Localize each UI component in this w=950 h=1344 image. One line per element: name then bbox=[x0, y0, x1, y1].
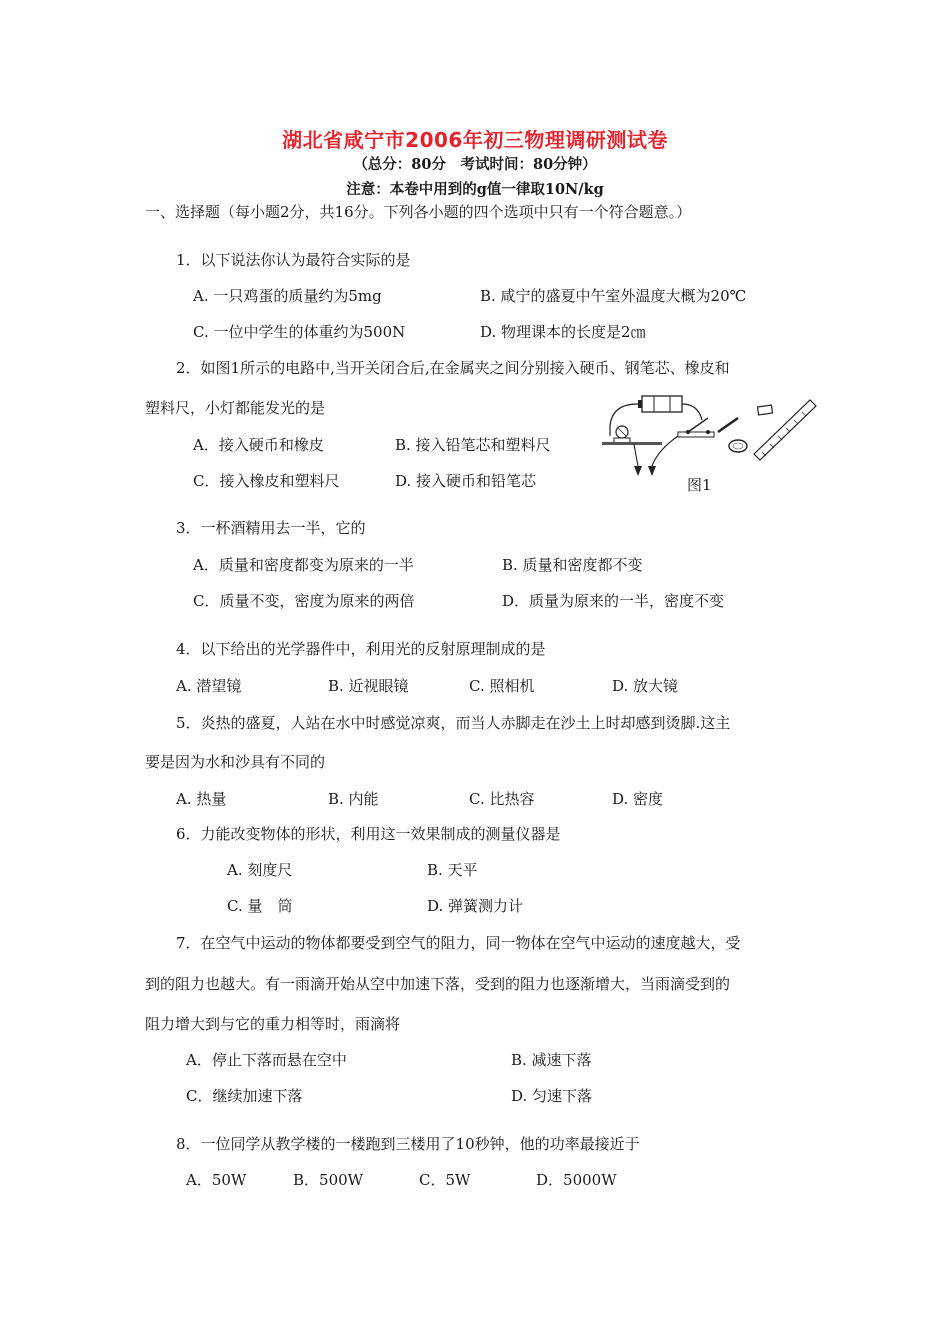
question-3-option-a: A．质量和密度都变为原来的一半 bbox=[193, 556, 414, 574]
question-7-stem-cont-1: 到的阻力也越大。有一雨滴开始从空中加速下落，受到的阻力也逐渐增大，当雨滴受到的 bbox=[145, 975, 731, 993]
question-6-option-c: C. 量 筒 bbox=[227, 897, 293, 915]
question-2-stem: 2．如图1所示的电路中,当开关闭合后,在金属夹之间分别接入硬币、钢笔芯、橡皮和 bbox=[176, 359, 730, 377]
section-heading: 一、选择题（每小题2分，共16分。下列各小题的四个选项中只有一个符合题意。） bbox=[145, 203, 692, 221]
question-7-option-d: D. 匀速下落 bbox=[511, 1087, 593, 1105]
question-6-option-a: A. 刻度尺 bbox=[227, 861, 293, 879]
question-1-option-c: C. 一位中学生的体重约为500N bbox=[193, 323, 406, 341]
question-5-option-b: B. 内能 bbox=[328, 790, 379, 808]
ruler-icon bbox=[754, 400, 816, 460]
figure-1-label: 图1 bbox=[687, 476, 712, 494]
coin-icon bbox=[729, 440, 747, 452]
question-7-option-b: B. 减速下落 bbox=[511, 1051, 592, 1069]
question-8-option-c: C．5W bbox=[419, 1171, 471, 1189]
lamp-icon bbox=[614, 426, 630, 443]
question-2-option-b: B. 接入铅笔芯和塑料尺 bbox=[395, 436, 551, 454]
pencil-lead-icon bbox=[718, 418, 738, 432]
question-7-option-a: A．停止下落而悬在空中 bbox=[186, 1051, 347, 1069]
question-3-stem: 3．一杯酒精用去一半，它的 bbox=[176, 519, 366, 537]
notice: 注意：本卷中用到的g值一律取10N/kg bbox=[346, 181, 604, 198]
question-2-option-d: D. 接入硬币和铅笔芯 bbox=[395, 472, 537, 490]
question-3-option-c: C．质量不变，密度为原来的两倍 bbox=[193, 592, 415, 610]
question-5-option-c: C. 比热容 bbox=[469, 790, 535, 808]
question-6-option-d: D. 弹簧测力计 bbox=[427, 897, 524, 915]
question-8-option-d: D．5000W bbox=[536, 1171, 617, 1189]
question-2-stem-cont: 塑料尺，小灯都能发光的是 bbox=[145, 399, 326, 417]
metal-clip-icon bbox=[634, 466, 656, 476]
question-2-option-a: A．接入硬币和橡皮 bbox=[193, 436, 324, 454]
switch-icon bbox=[678, 418, 714, 437]
question-4-stem: 4．以下给出的光学器件中，利用光的反射原理制成的是 bbox=[176, 640, 546, 658]
question-4-option-b: B. 近视眼镜 bbox=[328, 677, 409, 695]
question-3-option-d: D．质量为原来的一半，密度不变 bbox=[502, 592, 725, 610]
question-1-option-b: B. 咸宁的盛夏中午室外温度大概为20℃ bbox=[480, 287, 747, 305]
page-title: 湖北省咸宁市2006年初三物理调研测试卷 bbox=[282, 128, 668, 152]
question-5-stem: 5．炎热的盛夏，人站在水中时感觉凉爽，而当人赤脚走在沙土上时却感到烫脚.这主 bbox=[176, 714, 731, 732]
question-5-option-a: A. 热量 bbox=[176, 790, 227, 808]
question-5-option-d: D. 密度 bbox=[612, 790, 664, 808]
question-1-option-a: A. 一只鸡蛋的质量约为5mg bbox=[193, 287, 382, 305]
question-4-option-d: D. 放大镜 bbox=[612, 677, 679, 695]
question-8-option-a: A．50W bbox=[186, 1171, 247, 1189]
question-3-option-b: B. 质量和密度都不变 bbox=[502, 556, 643, 574]
question-6-option-b: B. 天平 bbox=[427, 861, 478, 879]
question-5-stem-cont: 要是因为水和沙具有不同的 bbox=[145, 753, 326, 771]
question-1-option-d: D. 物理课本的长度是2㎝ bbox=[480, 323, 646, 341]
battery-icon bbox=[642, 396, 682, 412]
question-4-option-c: C. 照相机 bbox=[469, 677, 535, 695]
question-8-stem: 8．一位同学从教学楼的一楼跑到三楼用了10秒钟，他的功率最接近于 bbox=[176, 1135, 640, 1153]
question-4-option-a: A. 潜望镜 bbox=[176, 677, 242, 695]
question-8-option-b: B．500W bbox=[293, 1171, 364, 1189]
question-1-stem: 1．以下说法你认为最符合实际的是 bbox=[176, 251, 411, 269]
question-7-stem: 7．在空气中运动的物体都要受到空气的阻力，同一物体在空气中运动的速度越大，受 bbox=[176, 934, 741, 952]
question-7-stem-cont-2: 阻力增大到与它的重力相等时，雨滴将 bbox=[145, 1015, 401, 1033]
exam-info: （总分：80分 考试时间：80分钟） bbox=[353, 156, 597, 173]
question-6-stem: 6．力能改变物体的形状，利用这一效果制成的测量仪器是 bbox=[176, 825, 561, 843]
question-2-option-c: C．接入橡皮和塑料尺 bbox=[193, 472, 340, 490]
eraser-icon bbox=[758, 405, 773, 415]
question-7-option-c: C．继续加速下落 bbox=[186, 1087, 303, 1105]
